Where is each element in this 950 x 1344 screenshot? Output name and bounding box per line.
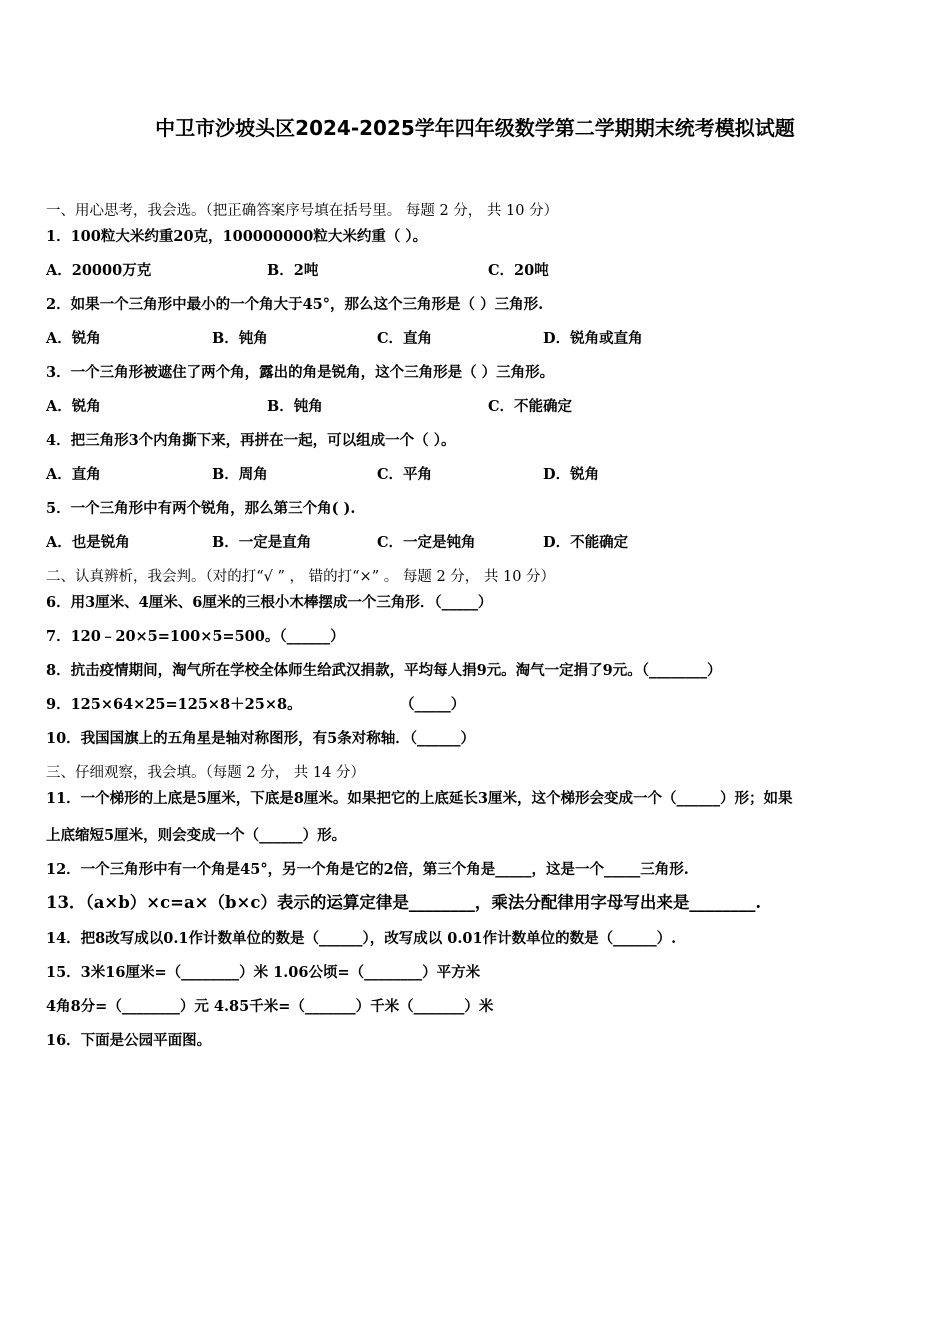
question-13: 13．（a×b）×c=a×（b×c）表示的运算定律是________，乘法分配律用字母写出来是________. (46, 893, 762, 912)
q5-option-c: C．一定是钝角 (377, 534, 476, 551)
q9-answer-blank: （_____） (400, 696, 466, 713)
page-title: 中卫市沙坡头区2024-2025学年四年级数学第二学期期末统考模拟试题 (155, 116, 795, 140)
q1-option-c: C．20吨 (488, 262, 549, 279)
question-15-line1: 15．3米16厘米=（________）米 1.06公顷=（________）平方米 (46, 964, 481, 981)
question-8: 8．抗击疫情期间，淘气所在学校全体师生给武汉捐款，平均每人捐9元。淘气一定捐了9元。（________） (46, 662, 722, 679)
q5-option-d: D．不能确定 (543, 534, 629, 551)
q5-option-b: B．一定是直角 (212, 534, 312, 551)
question-15-line2: 4角8分=（________）元 4.85千米=（_______）千米（_______）米 (46, 998, 494, 1015)
q1-option-a: A．20000万克 (46, 262, 152, 279)
q3-option-a: A．锐角 (46, 398, 101, 415)
section3-heading: 三、仔细观察，我会填。（每题 2 分， 共 14 分） (46, 765, 365, 781)
question-12: 12．一个三角形中有一个角是45°，另一个角是它的2倍，第三个角是_____，这是一个_____三角形. (46, 861, 689, 878)
question-7: 7．120﹣20×5=100×5=500。（______） (46, 628, 345, 645)
question-2: 2．如果一个三角形中最小的一个角大于45°，那么这个三角形是（ ）三角形. (46, 296, 544, 313)
q2-option-d: D．锐角或直角 (543, 330, 643, 347)
question-14: 14．把8改写成以0.1作计数单位的数是（______），改写成以 0.01作计数单位的数是（______）. (46, 930, 677, 947)
question-9: 9．125×64×25=125×8＋25×8。 (46, 696, 302, 713)
q4-option-d: D．锐角 (543, 466, 600, 483)
question-4: 4．把三角形3个内角撕下来，再拼在一起，可以组成一个（ ）。 (46, 432, 456, 449)
section1-heading: 一、用心思考，我会选。（把正确答案序号填在括号里。 每题 2 分， 共 10 分） (46, 203, 559, 219)
q1-option-b: B．2吨 (267, 262, 319, 279)
question-10: 10．我国国旗上的五角星是轴对称图形，有5条对称轴．（______） (46, 730, 476, 747)
q4-option-c: C．平角 (377, 466, 433, 483)
question-11-line1: 11．一个梯形的上底是5厘米，下底是8厘米。如果把它的上底延长3厘米，这个梯形会变成一个（______）形；如果 (46, 790, 793, 807)
q4-option-a: A．直角 (46, 466, 101, 483)
q2-option-a: A．锐角 (46, 330, 101, 347)
q2-option-c: C．直角 (377, 330, 433, 347)
q2-option-b: B．钝角 (212, 330, 268, 347)
q3-option-c: C．不能确定 (488, 398, 573, 415)
section2-heading: 二、认真辨析，我会判。（对的打“√ ” ， 错的打“×” 。 每题 2 分， 共 10 分） (46, 569, 556, 585)
question-11-line2: 上底缩短5厘米，则会变成一个（______）形。 (46, 827, 347, 844)
q4-option-b: B．周角 (212, 466, 268, 483)
question-3: 3．一个三角形被遮住了两个角，露出的角是锐角，这个三角形是（ ）三角形。 (46, 364, 555, 381)
question-5: 5．一个三角形中有两个锐角，那么第三个角( ). (46, 500, 356, 517)
question-16: 16．下面是公园平面图。 (46, 1032, 212, 1049)
question-1: 1．100粒大米约重20克，100000000粒大米约重（ ）。 (46, 228, 428, 245)
q5-option-a: A．也是锐角 (46, 534, 130, 551)
q3-option-b: B．钝角 (267, 398, 323, 415)
question-6: 6．用3厘米、4厘米、6厘米的三根小木棒摆成一个三角形．（_____） (46, 594, 493, 611)
